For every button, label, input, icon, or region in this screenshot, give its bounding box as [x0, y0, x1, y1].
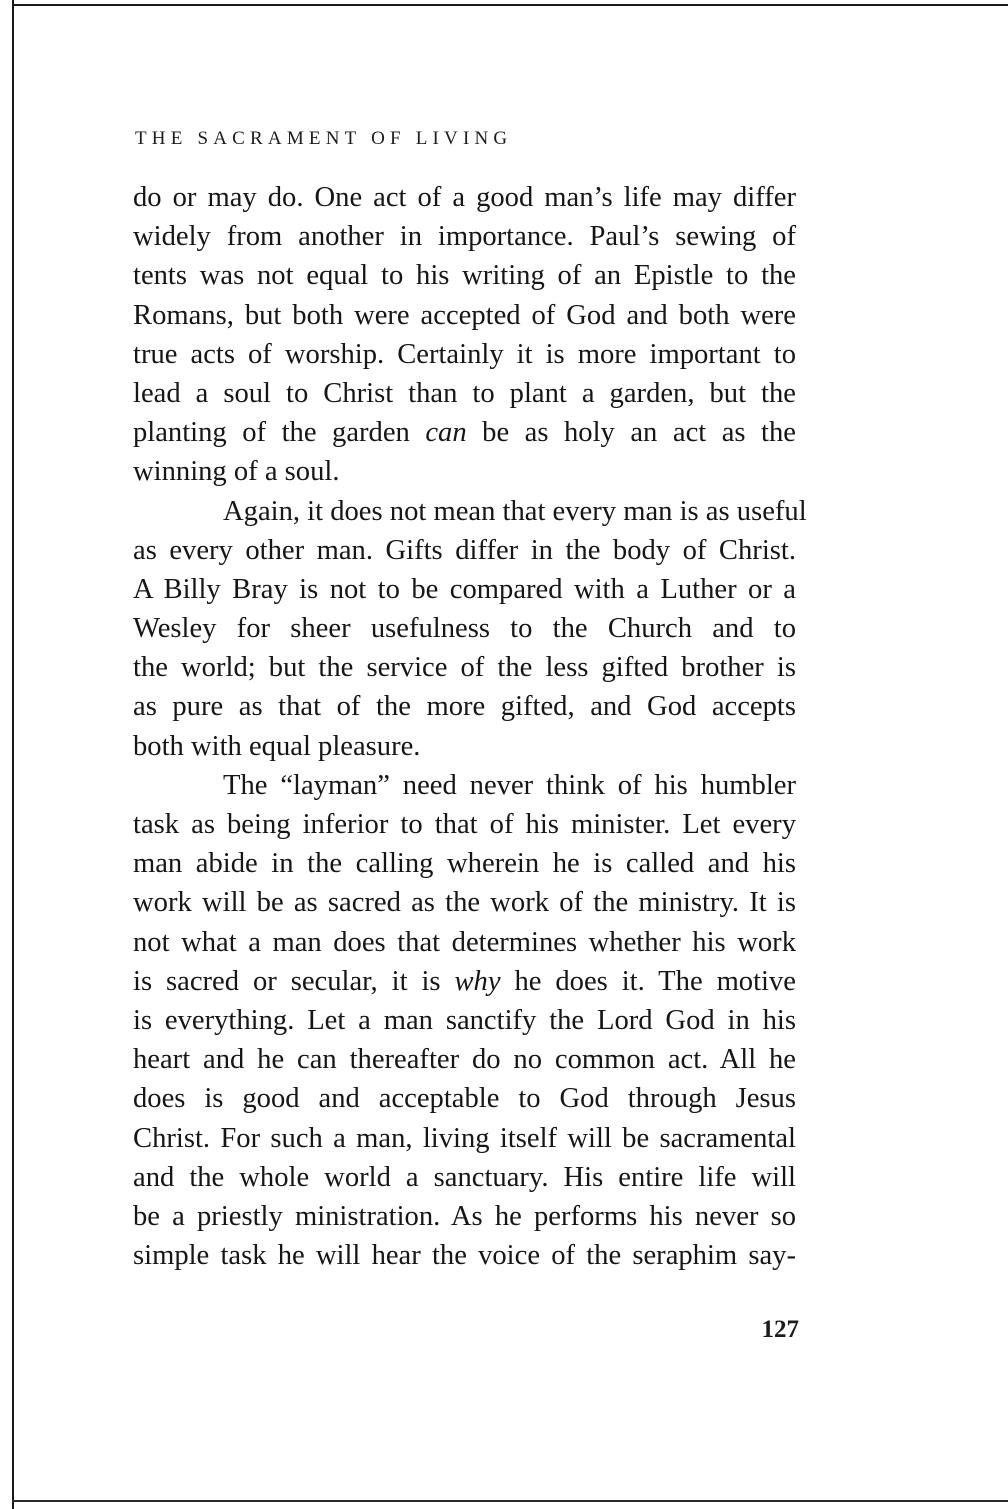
running-head: THE SACRAMENT OF LIVING: [135, 128, 513, 149]
text-run: he does it. The motive: [500, 965, 796, 997]
text-line: work will be as sacred as the work of the ministry. It is: [133, 887, 796, 919]
paragraph-start-line: The “layman” need never think of his humbler: [223, 769, 796, 801]
text-line: lead a soul to Christ than to plant a garden, but the: [133, 377, 796, 409]
body-text: [133, 178, 807, 1275]
text-line: [133, 413, 796, 452]
text-line: heart and he can thereafter do no common act. All he: [133, 1044, 796, 1076]
text-line: Wesley for sheer usefulness to the Church and to: [133, 613, 796, 645]
text-run: is sacred or secular, it is: [133, 965, 455, 997]
text-line: do or may do. One act of a good man’s life may differ: [133, 182, 796, 213]
italic-emphasis: can: [425, 417, 467, 449]
scan-edge-top: [12, 4, 1008, 6]
text-run: planting of the garden: [133, 417, 426, 449]
text-line: true acts of worship. Certainly it is more important to: [133, 338, 796, 370]
text-line: does is good and acceptable to God through Jesus: [133, 1083, 796, 1115]
scan-edge-left: [12, 0, 14, 1509]
text-line: winning of a soul.: [133, 456, 340, 488]
text-line: Romans, but both were accepted of God and both were: [133, 299, 796, 331]
text-line: not what a man does that determines whether his work: [133, 926, 796, 958]
text-line: as every other man. Gifts differ in the body of Christ.: [133, 534, 796, 566]
text-line: the world; but the service of the less gifted brother is: [133, 652, 796, 684]
text-line: A Billy Bray is not to be compared with a Luther or a: [133, 573, 796, 605]
scan-edge-bottom: [12, 1500, 1008, 1502]
text-line: be a priestly ministration. As he performs his never so: [133, 1200, 796, 1232]
text-line: as pure as that of the more gifted, and God accepts: [133, 691, 796, 723]
text-line: both with equal pleasure.: [133, 730, 421, 762]
text-run: be as holy an act as the: [466, 417, 796, 449]
page-number: 127: [761, 1316, 799, 1343]
paragraph-start-line: Again, it does not mean that every man is as useful: [223, 495, 807, 527]
text-line: simple task he will hear the voice of the seraphim say-: [133, 1240, 796, 1272]
text-line: task as being inferior to that of his minister. Let every: [133, 809, 796, 840]
text-line: is everything. Let a man sanctify the Lord God in his: [133, 1004, 796, 1036]
text-line: widely from another in importance. Paul’s sewing of: [133, 221, 796, 253]
text-line: [133, 962, 796, 1001]
text-line: Christ. For such a man, living itself will be sacramental: [133, 1122, 796, 1154]
text-line: man abide in the calling wherein he is called and his: [133, 848, 796, 880]
text-line: and the whole world a sanctuary. His entire life will: [133, 1161, 796, 1193]
text-line: tents was not equal to his writing of an Epistle to the: [133, 260, 796, 292]
italic-emphasis: why: [454, 965, 501, 997]
